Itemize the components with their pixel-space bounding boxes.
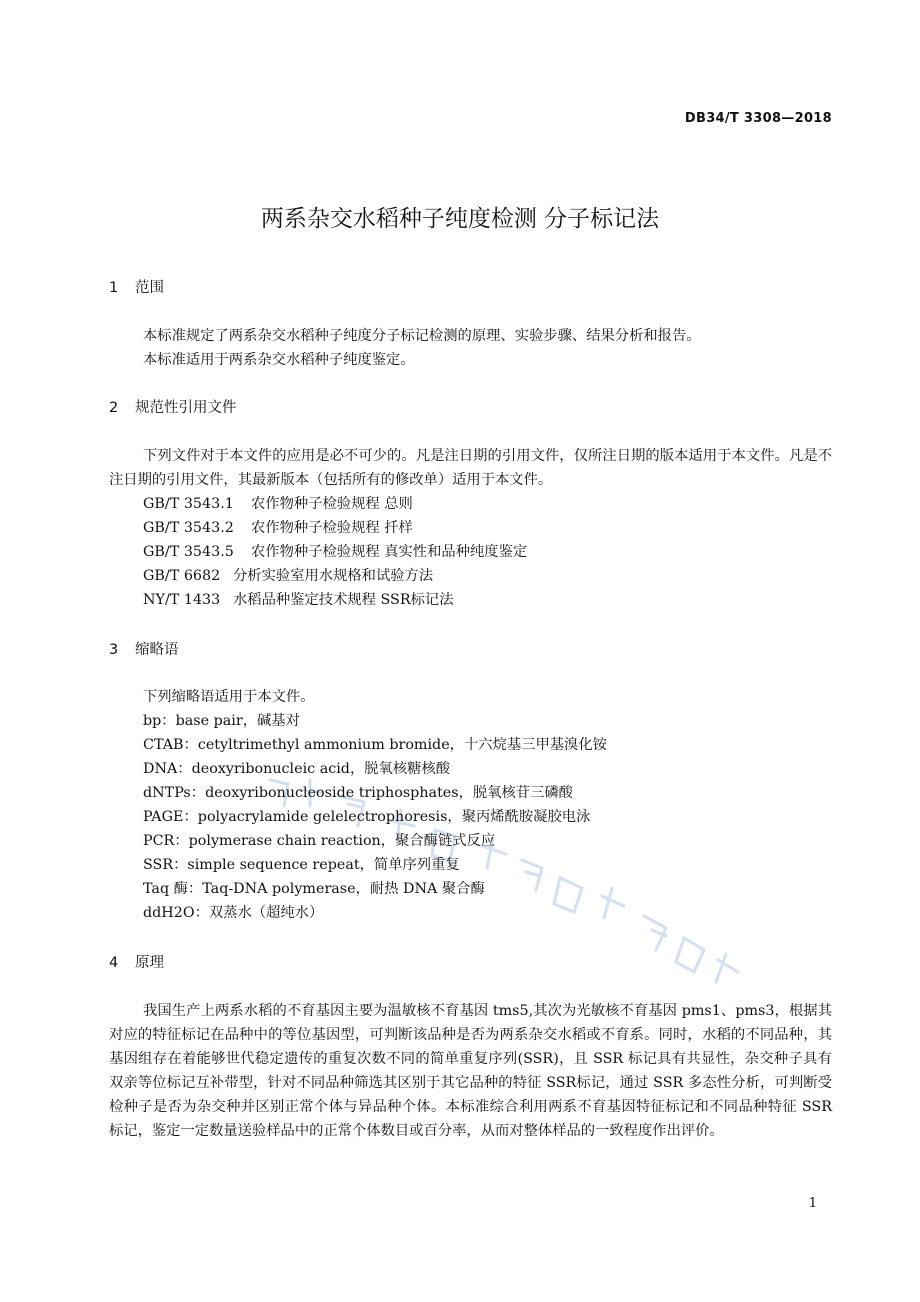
paragraph-line: 本标准适用于两系杂交水稻种子纯度鉴定。 [143,352,415,368]
document-title: 两系杂交水稻种子纯度检测 分子标记法 [260,206,660,232]
section-heading-scope [109,278,164,298]
abbreviation-item: DNA：deoxyribonucleic acid，脱氧核糖核酸 [143,761,451,777]
abbreviations-body [109,685,832,925]
section-title: 原理 [135,955,164,971]
abbreviation-item: Taq 酶：Taq-DNA polymerase，耐热 DNA 聚合酶 [143,881,485,897]
section-title: 规范性引用文件 [135,400,237,416]
section-number: 1 [109,280,119,296]
abbreviation-item: dNTPs：deoxyribonucleoside triphosphates，脱氧核苷三磷酸 [143,785,573,801]
abbreviation-item: PCR：polymerase chain reaction，聚合酶链式反应 [143,833,496,849]
reference-title: 农作物种子检验规程 扦样 [251,520,413,536]
section-title: 缩略语 [135,642,179,658]
section-title: 范围 [135,280,164,296]
reference-item [109,540,832,564]
reference-item [109,492,832,516]
paragraph-line: 下列缩略语适用于本文件。 [143,689,315,705]
scope-body [109,324,832,372]
section-heading-principle [109,953,164,973]
abbreviation-item: bp：base pair，碱基对 [143,713,300,729]
reference-item [109,516,832,540]
abbreviation-item: CTAB：cetyltrimethyl ammonium bromide，十六烷基三甲基溴化铵 [143,737,607,753]
reference-title: 农作物种子检验规程 真实性和品种纯度鉴定 [251,544,528,560]
document-code: DB34/T 3308—2018 [684,111,832,126]
section-number: 3 [109,642,119,658]
references-body [109,444,832,612]
section-heading-abbreviations [109,640,179,660]
reference-title: 水稻品种鉴定技术规程 SSR标记法 [233,592,454,608]
abbreviation-item: SSR：simple sequence repeat，简单序列重复 [143,857,460,873]
reference-title: 农作物种子检验规程 总则 [251,496,413,512]
paragraph-line: 本标准规定了两系杂交水稻种子纯度分子标记检测的原理、实验步骤、结果分析和报告。 [143,328,701,344]
section-heading-normative-references [109,398,237,418]
reference-item [109,564,832,588]
reference-code: GB/T 3543.5 [143,544,234,560]
paragraph: 我国生产上两系水稻的不育基因主要为温敏核不育基因 tms5,其次为光敏核不育基因 pms1、pms3，根据其对应的特征标记在品种中的等位基因型，可判断该品种是否为两系杂交水稻或不育系。同时，水稻的不同品种，其基因组存在着能够世代稳定遗传的重复次数不同的简单重复序列(SSR)，且 SSR 标记具有共显性，杂交种子具有双亲等位标记互补带型，针对不同品种筛选其区别于其它品种的特征 SSR标记，通过 SSR 多态性分析，可判断受检种子是否为杂交种并区别正常个体与异品种个体。本标准综合利用两系不育基因特征标记和不同品种特征 SSR 标记，鉴定一定数量送验样品中的正常个体数目或百分率，从而对整体样品的一致程度作出评价。 [109,1003,832,1139]
reference-code: NY/T 1433 [143,592,221,608]
reference-code: GB/T 3543.2 [143,520,234,536]
paragraph: 下列文件对于本文件的应用是必不可少的。凡是注日期的引用文件，仅所注日期的版本适用于本文件。凡是不注日期的引用文件，其最新版本（包括所有的修改单）适用于本文件。 [109,448,832,488]
page-number: 1 [808,1196,817,1211]
principle-body [109,999,832,1143]
abbreviation-item: PAGE：polyacrylamide gelelectrophoresis，聚丙烯酰胺凝胶电泳 [143,809,591,825]
abbreviation-item: ddH2O：双蒸水（超纯水） [143,905,324,921]
section-number: 4 [109,955,119,971]
section-number: 2 [109,400,119,416]
reference-code: GB/T 6682 [143,568,221,584]
reference-title: 分析实验室用水规格和试验方法 [233,568,434,584]
reference-code: GB/T 3543.1 [143,496,234,512]
reference-item [109,588,832,612]
